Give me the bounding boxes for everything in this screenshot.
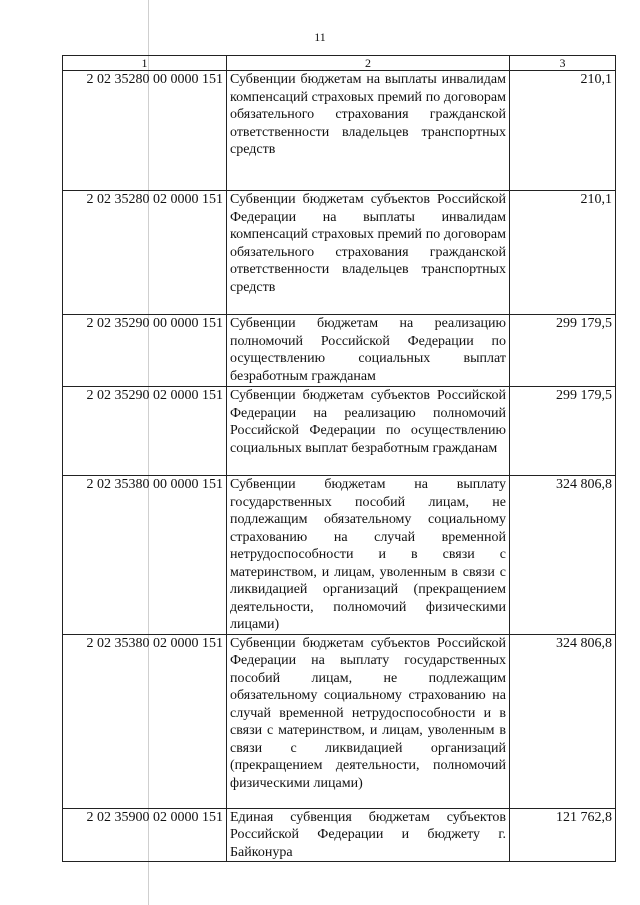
row-description: Единая субвенция бюджетам субъектов Российской Федерации и бюджету г. Байконура — [227, 808, 510, 862]
row-code: 2 02 35380 00 0000 151 — [63, 476, 227, 635]
table-row — [63, 387, 616, 476]
column-header-2: 2 — [227, 56, 510, 71]
row-description: Субвенции бюджетам субъектов Российской Федерации на выплаты инвалидам компенсаций страховых премий по договорам обязательного страхования гражданской ответственности владельцев транспортных средств — [227, 191, 510, 315]
row-description: Субвенции бюджетам субъектов Российской Федерации на выплату государственных пособий лицам, не подлежащим обязательному социальному страхованию на случай временной нетрудоспособности и в связи с материнством, и лицам, уволенным в связи с ликвидацией организаций (прекращением деятельности, полномочий физическими лицами) — [227, 634, 510, 808]
budget-table — [62, 55, 616, 862]
row-description: Субвенции бюджетам субъектов Российской Федерации на реализацию полномочий Российской Федерации по осуществлению социальных выплат безработным гражданам — [227, 387, 510, 476]
row-amount: 299 179,5 — [510, 387, 616, 476]
table-row — [63, 808, 616, 862]
column-header-1: 1 — [63, 56, 227, 71]
table-row — [63, 634, 616, 808]
row-amount: 210,1 — [510, 71, 616, 191]
row-amount: 324 806,8 — [510, 634, 616, 808]
row-description: Субвенции бюджетам на выплаты инвалидам компенсаций страховых премий по договорам обязательного страхования гражданской ответственности владельцев транспортных средств — [227, 71, 510, 191]
page-number: 11 — [314, 30, 326, 44]
row-code: 2 02 35380 02 0000 151 — [63, 634, 227, 808]
row-code: 2 02 35290 02 0000 151 — [63, 387, 227, 476]
row-code: 2 02 35280 02 0000 151 — [63, 191, 227, 315]
row-amount: 121 762,8 — [510, 808, 616, 862]
row-amount: 210,1 — [510, 191, 616, 315]
table-row — [63, 476, 616, 635]
row-amount: 324 806,8 — [510, 476, 616, 635]
row-code: 2 02 35290 00 0000 151 — [63, 315, 227, 387]
table-row — [63, 315, 616, 387]
row-amount: 299 179,5 — [510, 315, 616, 387]
row-code: 2 02 35900 02 0000 151 — [63, 808, 227, 862]
row-description: Субвенции бюджетам на реализацию полномочий Российской Федерации по осуществлению социальных выплат безработным гражданам — [227, 315, 510, 387]
row-description: Субвенции бюджетам на выплату государственных пособий лицам, не подлежащим обязательному социальному страхованию на случай временной нетрудоспособности и в связи с материнством, и лицам, уволенным в связи с ликвидацией организаций (прекращением деятельности, полномочий физическими лицами) — [227, 476, 510, 635]
column-header-3: 3 — [510, 56, 616, 71]
row-code: 2 02 35280 00 0000 151 — [63, 71, 227, 191]
table-row — [63, 71, 616, 191]
table-header-row — [63, 56, 616, 71]
table-row — [63, 191, 616, 315]
